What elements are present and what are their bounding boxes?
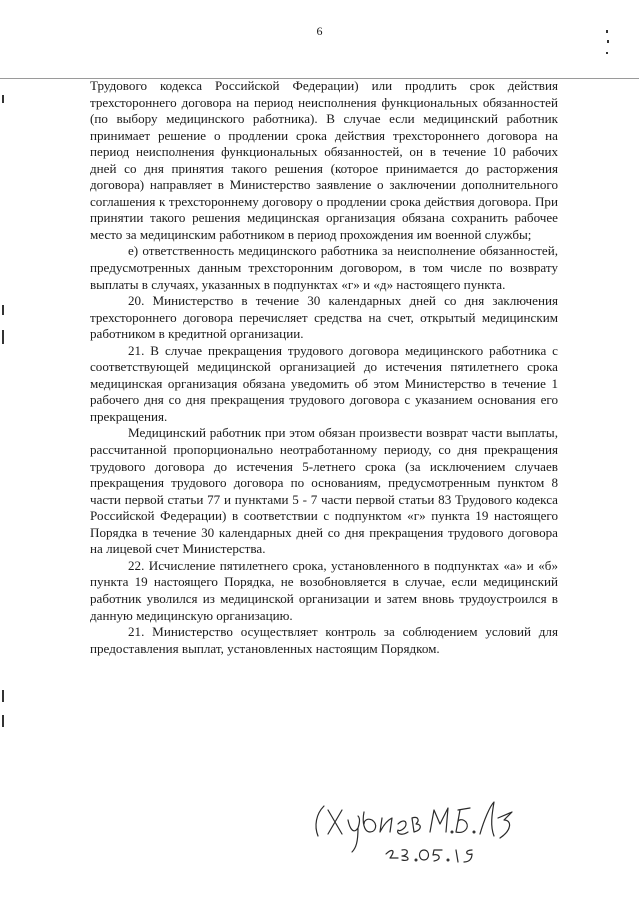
page-number: 6 [316, 24, 323, 38]
paragraph-refund: Медицинский работник при этом обязан произвести возврат части выплаты, рассчитанной пропорционально неотработанному периоду, со дня прекращения трудового договора до истечения 5-летнего срока (за исключением случаев прекращения трудового договора по основаниям, предусмотренным пунктом 8 части первой статьи 77 и пунктами 5 - 7 части первой статьи 83 Трудового кодекса Российской Федерации) в соответствии с подпунктом «г» пункта 19 настоящего Порядка в течение 30 календарных дней со дня прекращения трудового договора на лицевой счет Министерства. [90, 425, 558, 557]
paragraph-22: 22. Исчисление пятилетнего срока, установленного в подпунктах «а» и «б» пункта 19 настоящего Порядка, не возобновляется в случае, если медицинский работник уволился из медицинской организации и затем вновь трудоустроился в данную медицинскую организацию. [90, 557, 558, 623]
document-body [90, 78, 558, 657]
paragraph-continuation: Трудового кодекса Российской Федерации) или продлить срок действия трехстороннего договора на период неисполнения функциональных обязанностей (по выбору медицинского работника). В случае если медицинский работник принимает решение о продлении срока действия трехстороннего договора на период неисполнения функциональных обязанностей, он в течение 10 рабочих дней со дня принятия такого решения (которое принимается до расторжения договора) направляет в Министерство заявление о заключении дополнительного соглашения к трехстороннему договору о продлении срока действия договора. При принятии такого решения медицинская организация обязана сохранить рабочее место за медицинским работником в период прохождения им военной службы; [90, 78, 558, 242]
paragraph-item-e: е) ответственность медицинского работника за неисполнение обязанностей, предусмотренных данным трехсторонним договором, в том числе по возврату выплаты в случаях, указанных в подпунктах «г» и «д» настоящего пункта. [90, 243, 558, 292]
paragraph-21-control: 21. Министерство осуществляет контроль за соблюдением условий для предоставления выплат, установленных настоящим Порядком. [90, 624, 558, 656]
handwritten-signature [308, 790, 538, 870]
paragraph-21: 21. В случае прекращения трудового договора медицинского работника с соответствующей медицинской организацией до истечения пятилетнего срока медицинская организация обязана уведомить об этом Министерство в течение 1 рабочего дня со дня прекращения трудового договора с указанием основания его прекращения. [90, 342, 558, 424]
paragraph-20: 20. Министерство в течение 30 календарных дней со дня заключения трехстороннего договора перечисляет средства на счет, открытый медицинским работником в кредитной организации. [90, 293, 558, 342]
